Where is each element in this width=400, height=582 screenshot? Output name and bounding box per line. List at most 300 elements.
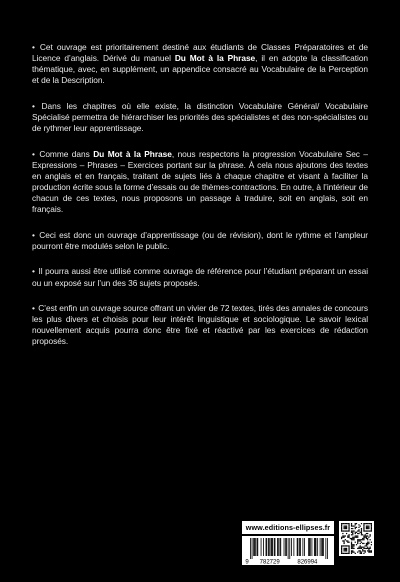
qr-module	[363, 543, 364, 544]
paragraph-5	[32, 266, 368, 288]
qr-module	[346, 527, 347, 528]
barcode-bar	[277, 538, 278, 556]
qr-module	[341, 545, 342, 546]
qr-module	[341, 523, 342, 524]
qr-module	[353, 544, 354, 545]
qr-module	[370, 548, 371, 549]
qr-module	[348, 548, 349, 549]
barcode-bar	[261, 538, 262, 556]
qr-module	[351, 550, 352, 551]
qr-module	[355, 553, 356, 554]
barcode-bar	[317, 538, 318, 556]
qr-module	[342, 540, 343, 541]
qr-module	[351, 524, 352, 525]
qr-module	[366, 528, 367, 529]
paragraph-text: Comme dans	[35, 148, 94, 159]
paragraph-text: Ceci est donc un ouvrage d’apprentissage (ou de révision), dont le rythme et l’ampleur pourront être modulés selon le public.	[32, 229, 368, 251]
barcode-bar	[254, 538, 255, 556]
qr-module	[363, 528, 364, 529]
book-title-reference: Du Mot à la Phrase	[93, 148, 172, 159]
qr-module	[370, 539, 371, 540]
qr-module	[361, 534, 362, 535]
qr-module	[362, 539, 363, 540]
qr-module	[343, 548, 344, 549]
qr-module	[353, 548, 354, 549]
qr-module	[366, 545, 367, 546]
bullet: •	[32, 303, 35, 314]
qr-module	[355, 528, 356, 529]
qr-module	[348, 542, 349, 543]
qr-module	[365, 548, 366, 549]
barcode-bar	[275, 538, 276, 556]
qr-module	[355, 537, 356, 538]
qr-module	[361, 548, 362, 549]
qr-module	[363, 524, 364, 525]
qr-module	[370, 535, 371, 536]
barcode-bar	[315, 538, 316, 556]
qr-module	[352, 547, 353, 548]
qr-module	[363, 547, 364, 548]
qr-module	[357, 548, 358, 549]
qr-module	[352, 544, 353, 545]
paragraph-1	[32, 42, 368, 86]
qr-module	[347, 535, 348, 536]
qr-module	[343, 527, 344, 528]
qr-module	[348, 537, 349, 538]
qr-module	[348, 549, 349, 550]
barcode-bar	[300, 538, 301, 556]
qr-module	[370, 550, 371, 551]
qr-module	[347, 545, 348, 546]
paragraph-text: Dans les chapitres où elle existe, la distinction Vocabulaire Général/ Vocabulaire Spécialisé permettra de hiérarchiser les priorités des spécialistes et des non-spécialistes ou de rythmer leur apprentissage.	[32, 100, 368, 134]
qr-module	[342, 530, 343, 531]
qr-module	[347, 540, 348, 541]
book-title-reference: Du Mot à la Phrase	[174, 53, 256, 64]
barcode-bar	[268, 538, 269, 556]
barcode-bar	[289, 538, 290, 559]
qr-module	[346, 523, 347, 524]
qr-module	[367, 550, 368, 551]
qr-module	[366, 533, 367, 534]
barcode-bar	[321, 538, 322, 556]
qr-module	[342, 535, 343, 536]
qr-module	[351, 525, 352, 526]
qr-module	[360, 550, 361, 551]
qr-module	[370, 530, 371, 531]
qr-module	[355, 533, 356, 534]
qr-module	[368, 543, 369, 544]
qr-module	[351, 552, 352, 553]
qr-module	[347, 542, 348, 543]
qr-module	[351, 532, 352, 533]
qr-module	[371, 527, 372, 528]
qr-module	[368, 550, 369, 551]
qr-module	[361, 532, 362, 533]
qr-module	[368, 542, 369, 543]
qr-module	[345, 550, 346, 551]
qr-module	[358, 539, 359, 540]
qr-module	[348, 527, 349, 528]
qr-module	[351, 542, 352, 543]
qr-module	[368, 549, 369, 550]
barcode-bar	[316, 538, 317, 556]
qr-module	[357, 540, 358, 541]
bullet: •	[32, 229, 35, 240]
qr-module	[358, 550, 359, 551]
qr-module	[347, 530, 348, 531]
qr-module	[365, 552, 366, 553]
qr-module	[352, 530, 353, 531]
qr-module	[341, 537, 342, 538]
barcode-bar	[286, 538, 287, 556]
qr-module	[361, 539, 362, 540]
qr-module	[367, 525, 368, 526]
qr-module	[343, 537, 344, 538]
qr-module	[353, 552, 354, 553]
barcode-bar	[280, 538, 281, 556]
qr-module	[348, 552, 349, 553]
qr-module	[357, 530, 358, 531]
qr-module	[343, 523, 344, 524]
qr-module	[341, 550, 342, 551]
paragraph-text: , nous respectons la progression Vocabulaire Sec – Expressions – Phrases – Exercices portant sur la phrase. À cela nous ajoutons des textes en anglais et en français, traitant de sujets liés à chaque chapitre et visant à faciliter la production écrite sous la forme d’essais ou de thèmes-contractions. En outre, à l’intérieur de chacun de ces textes, nous proposons un passage à traduire, soit en anglais, soit en français.	[32, 148, 369, 215]
qr-module	[355, 535, 356, 536]
qr-module	[371, 523, 372, 524]
qr-module	[341, 527, 342, 528]
qr-module	[351, 553, 352, 554]
qr-module	[362, 543, 363, 544]
qr-module	[366, 537, 367, 538]
qr-module	[345, 535, 346, 536]
qr-module	[345, 539, 346, 540]
barcode-digit-first: 9	[245, 559, 249, 565]
qr-module	[352, 537, 353, 538]
qr-module	[366, 538, 367, 539]
barcode-bar	[263, 538, 264, 556]
qr-module	[346, 530, 347, 531]
qr-module	[341, 525, 342, 526]
qr-module	[345, 525, 346, 526]
barcode-bar	[322, 538, 323, 556]
qr-module	[371, 529, 372, 530]
qr-module	[361, 553, 362, 554]
qr-module	[366, 525, 367, 526]
qr-module	[353, 545, 354, 546]
qr-module	[360, 548, 361, 549]
qr-module	[343, 542, 344, 543]
qr-module	[343, 540, 344, 541]
qr-module	[361, 523, 362, 524]
qr-module	[365, 545, 366, 546]
qr-module	[346, 550, 347, 551]
qr-module	[363, 553, 364, 554]
barcode-graphic	[242, 536, 334, 565]
qr-module	[368, 530, 369, 531]
qr-module	[360, 547, 361, 548]
qr-module	[341, 538, 342, 539]
qr-module	[351, 545, 352, 546]
barcode-bar	[271, 538, 272, 556]
qr-module	[352, 532, 353, 533]
qr-module	[347, 553, 348, 554]
qr-module	[348, 545, 349, 546]
qr-module	[365, 530, 366, 531]
qr-module	[365, 534, 366, 535]
barcode-bar	[323, 538, 324, 556]
qr-module	[346, 548, 347, 549]
qr-module	[352, 545, 353, 546]
qr-module	[367, 523, 368, 524]
qr-module	[371, 550, 372, 551]
barcode-bar	[288, 538, 289, 559]
qr-module	[363, 548, 364, 549]
qr-module	[346, 525, 347, 526]
barcode-bar	[293, 538, 294, 556]
qr-module	[371, 530, 372, 531]
qr-module	[366, 530, 367, 531]
qr-module	[367, 544, 368, 545]
paragraph-text: C’est enfin un ouvrage source offrant un vivier de 72 textes, tirés des annales de concours les plus divers et choisis pour leur intérêt linguistique et sociologique. Le savoir lexical nouvellement acquis pourra donc être fixé et réactivé par les exercices de rédaction proposés.	[32, 303, 368, 347]
qr-module	[348, 553, 349, 554]
qr-module	[362, 547, 363, 548]
qr-module	[343, 535, 344, 536]
barcode-bar	[309, 538, 310, 556]
qr-module	[366, 523, 367, 524]
qr-module	[363, 529, 364, 530]
qr-module	[352, 528, 353, 529]
qr-module	[351, 528, 352, 529]
qr-module	[358, 548, 359, 549]
barcode-bar	[274, 538, 275, 556]
qr-module	[348, 525, 349, 526]
qr-module	[345, 527, 346, 528]
qr-module	[358, 524, 359, 525]
qr-module	[352, 538, 353, 539]
qr-module	[368, 537, 369, 538]
bullet: •	[32, 148, 35, 159]
qr-module	[366, 543, 367, 544]
paragraph-text: , il en adopte la classification thématique, avec, en supplément, un appendice consacré au Vocabulaire de la Perception et de la Description.	[32, 53, 369, 86]
qr-module	[343, 550, 344, 551]
qr-module	[353, 525, 354, 526]
barcode-bar	[266, 538, 267, 556]
qr-module	[360, 540, 361, 541]
qr-module	[362, 538, 363, 539]
qr-module	[368, 523, 369, 524]
barcode-bar	[284, 538, 285, 556]
qr-module	[367, 533, 368, 534]
qr-module	[361, 547, 362, 548]
qr-module	[371, 552, 372, 553]
qr-code-graphic	[339, 521, 374, 556]
qr-module	[371, 528, 372, 529]
qr-module	[347, 523, 348, 524]
qr-module	[368, 552, 369, 553]
qr-module	[341, 549, 342, 550]
barcode-bar	[272, 538, 273, 556]
qr-module	[357, 539, 358, 540]
qr-module	[341, 548, 342, 549]
qr-module	[352, 550, 353, 551]
qr-module	[365, 537, 366, 538]
qr-module	[360, 525, 361, 526]
qr-module	[353, 537, 354, 538]
qr-module	[345, 553, 346, 554]
qr-module	[343, 543, 344, 544]
qr-module	[353, 538, 354, 539]
qr-module	[371, 524, 372, 525]
qr-module	[348, 529, 349, 530]
qr-module	[363, 525, 364, 526]
paragraph-6	[32, 303, 368, 347]
qr-module	[353, 539, 354, 540]
paragraph-text: Cet ouvrage est prioritairement destiné aux étudiants de Classes Préparatoires et de Licence d’anglais. Dérivé du manuel	[32, 42, 368, 64]
qr-module	[361, 533, 362, 534]
barcode-bar	[255, 538, 256, 556]
barcode-bar	[325, 538, 326, 559]
qr-module	[346, 545, 347, 546]
qr-module	[361, 528, 362, 529]
qr-module	[361, 542, 362, 543]
barcode-digits-right: 826994	[297, 559, 318, 565]
qr-module	[342, 537, 343, 538]
qr-module	[365, 550, 366, 551]
qr-module	[371, 544, 372, 545]
qr-module	[357, 537, 358, 538]
qr-module	[363, 539, 364, 540]
barcode-bar	[320, 538, 321, 556]
qr-module	[368, 527, 369, 528]
qr-module	[361, 529, 362, 530]
qr-module	[341, 530, 342, 531]
barcode-bar	[280, 538, 281, 556]
barcode-bar	[327, 538, 328, 559]
qr-module	[345, 548, 346, 549]
qr-module	[342, 523, 343, 524]
qr-module	[370, 547, 371, 548]
qr-module	[367, 527, 368, 528]
qr-module	[348, 547, 349, 548]
qr-module	[358, 527, 359, 528]
barcode-bar	[299, 538, 300, 556]
qr-module	[341, 524, 342, 525]
bullet: •	[32, 266, 35, 277]
qr-module	[357, 535, 358, 536]
qr-module	[345, 530, 346, 531]
qr-module	[352, 534, 353, 535]
barcode-bar	[271, 538, 272, 556]
qr-module	[358, 529, 359, 530]
qr-module	[358, 540, 359, 541]
qr-module	[368, 548, 369, 549]
qr-module	[362, 549, 363, 550]
qr-module	[345, 549, 346, 550]
qr-module	[356, 523, 357, 524]
qr-module	[351, 530, 352, 531]
qr-module	[363, 538, 364, 539]
qr-module	[362, 534, 363, 535]
qr-module	[345, 545, 346, 546]
qr-module	[368, 528, 369, 529]
qr-module	[367, 539, 368, 540]
qr-module	[346, 533, 347, 534]
qr-module	[367, 543, 368, 544]
qr-module	[347, 537, 348, 538]
qr-module	[346, 549, 347, 550]
qr-module	[361, 552, 362, 553]
barcode-bar	[308, 538, 309, 556]
qr-module	[348, 534, 349, 535]
barcode-bar	[302, 538, 303, 556]
qr-module	[352, 539, 353, 540]
qr-module	[367, 538, 368, 539]
qr-module	[360, 543, 361, 544]
paragraph-4	[32, 230, 368, 252]
barcode-bar	[310, 538, 311, 556]
qr-module	[366, 544, 367, 545]
qr-module	[342, 553, 343, 554]
qr-module	[348, 550, 349, 551]
qr-module	[353, 530, 354, 531]
cover-footer	[238, 521, 378, 565]
qr-module	[367, 535, 368, 536]
qr-module	[363, 535, 364, 536]
qr-module	[341, 529, 342, 530]
bullet: •	[32, 100, 35, 111]
qr-module	[356, 544, 357, 545]
barcode-bar	[291, 538, 292, 556]
back-cover-text	[32, 42, 368, 362]
qr-module	[360, 553, 361, 554]
paragraph-2	[32, 101, 368, 134]
qr-module	[371, 542, 372, 543]
qr-module	[367, 548, 368, 549]
qr-module	[370, 534, 371, 535]
qr-module	[346, 528, 347, 529]
qr-module	[343, 525, 344, 526]
qr-module	[351, 539, 352, 540]
qr-module	[366, 527, 367, 528]
qr-module	[352, 548, 353, 549]
qr-module	[360, 532, 361, 533]
qr-module	[351, 523, 352, 524]
qr-module	[348, 535, 349, 536]
bullet: •	[32, 42, 35, 52]
qr-module	[350, 538, 351, 539]
qr-module	[368, 525, 369, 526]
qr-module	[355, 532, 356, 533]
barcode-bar	[285, 538, 286, 556]
qr-module	[355, 542, 356, 543]
qr-module	[356, 532, 357, 533]
barcode-bar	[252, 538, 253, 559]
qr-module	[348, 524, 349, 525]
isbn-barcode	[242, 536, 334, 565]
qr-module	[365, 535, 366, 536]
qr-module	[352, 533, 353, 534]
barcode-bar	[298, 538, 299, 556]
qr-module	[362, 550, 363, 551]
qr-module	[371, 525, 372, 526]
barcode-bar	[297, 538, 298, 556]
qr-module	[367, 530, 368, 531]
qr-module	[357, 542, 358, 543]
barcode-bar	[253, 538, 254, 556]
qr-module	[358, 530, 359, 531]
qr-module	[367, 547, 368, 548]
qr-module	[358, 547, 359, 548]
qr-module	[356, 527, 357, 528]
